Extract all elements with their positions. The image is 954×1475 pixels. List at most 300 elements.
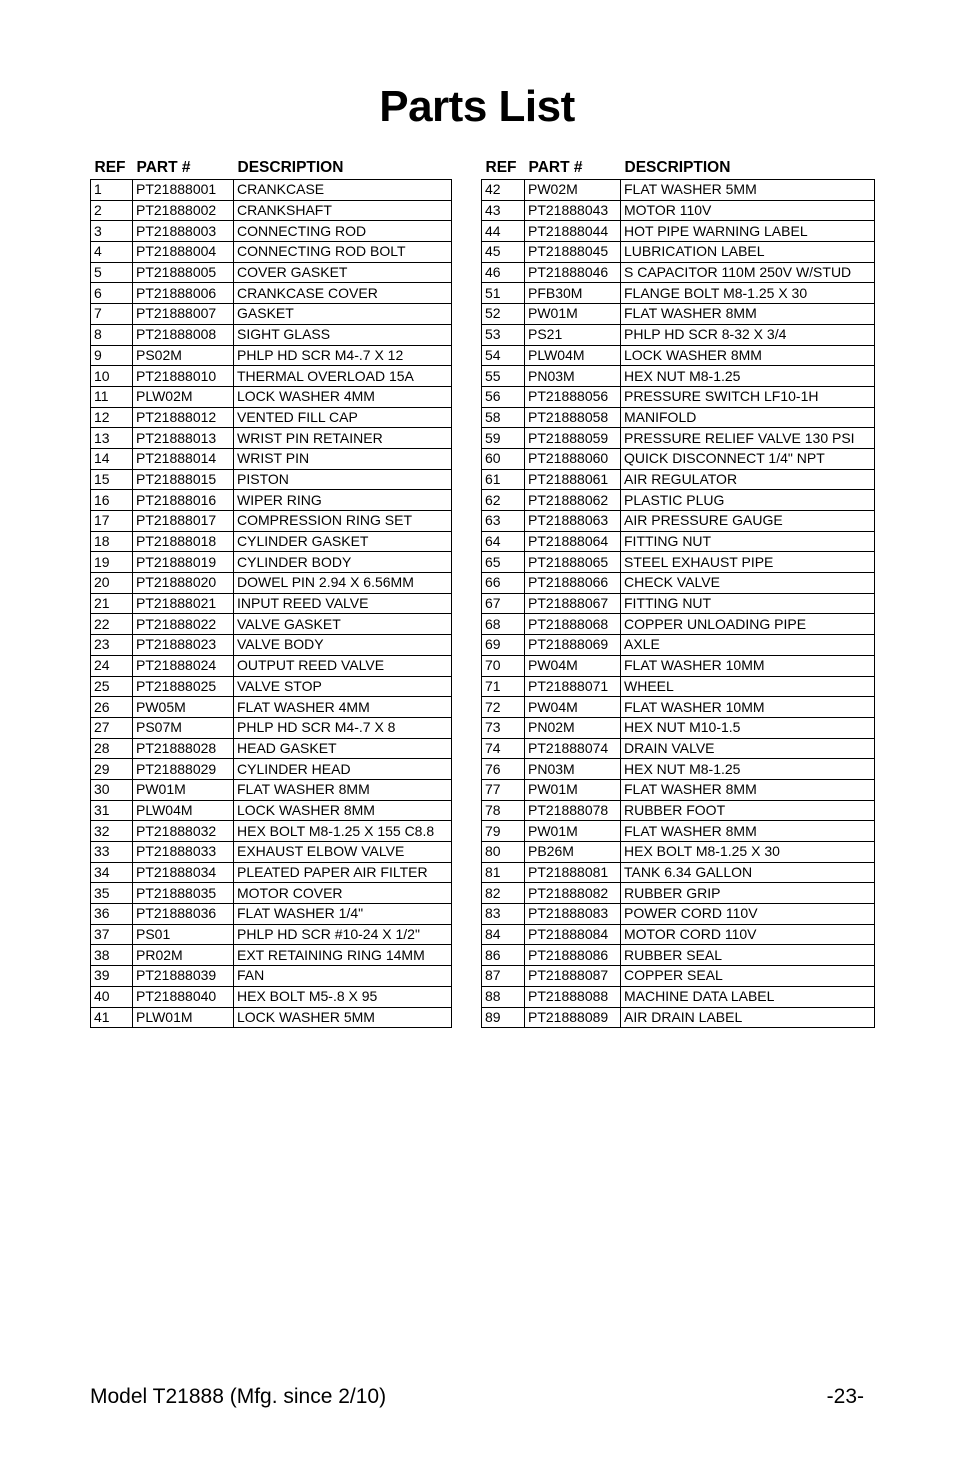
ref-cell: 31 bbox=[91, 800, 133, 821]
description-cell: COPPER UNLOADING PIPE bbox=[621, 614, 875, 635]
part-number-cell: PW05M bbox=[133, 697, 234, 718]
ref-cell: 64 bbox=[482, 531, 525, 552]
description-cell: RUBBER FOOT bbox=[621, 800, 875, 821]
table-row bbox=[91, 593, 452, 614]
description-cell: INPUT REED VALVE bbox=[234, 593, 452, 614]
description-cell: CYLINDER GASKET bbox=[234, 531, 452, 552]
part-number-cell: PT21888060 bbox=[525, 448, 621, 469]
page-number: -23- bbox=[826, 1385, 864, 1408]
part-number-cell: PT21888086 bbox=[525, 945, 621, 966]
table-row bbox=[482, 242, 875, 263]
description-cell: PHLP HD SCR #10-24 X 1/2" bbox=[234, 924, 452, 945]
table-header-row bbox=[482, 156, 875, 180]
table-row bbox=[482, 448, 875, 469]
ref-cell: 33 bbox=[91, 842, 133, 863]
table-row bbox=[91, 407, 452, 428]
table-row bbox=[482, 304, 875, 325]
part-number-cell: PT21888020 bbox=[133, 573, 234, 594]
part-number-cell: PT21888023 bbox=[133, 635, 234, 656]
part-number-cell: PT21888058 bbox=[525, 407, 621, 428]
table-row bbox=[91, 200, 452, 221]
part-number-cell: PT21888017 bbox=[133, 511, 234, 532]
part-number-cell: PT21888013 bbox=[133, 428, 234, 449]
table-row bbox=[482, 966, 875, 987]
table-row bbox=[482, 738, 875, 759]
part-number-cell: PT21888034 bbox=[133, 862, 234, 883]
description-cell: FLAT WASHER 4MM bbox=[234, 697, 452, 718]
ref-cell: 34 bbox=[91, 862, 133, 883]
part-number-cell: PN02M bbox=[525, 717, 621, 738]
description-cell: COPPER SEAL bbox=[621, 966, 875, 987]
description-cell: COMPRESSION RING SET bbox=[234, 511, 452, 532]
table-row bbox=[91, 862, 452, 883]
table-row bbox=[91, 366, 452, 387]
part-number-cell: PT21888035 bbox=[133, 883, 234, 904]
part-number-cell: PT21888016 bbox=[133, 490, 234, 511]
ref-cell: 88 bbox=[482, 986, 525, 1007]
description-cell: WRIST PIN RETAINER bbox=[234, 428, 452, 449]
description-cell: AIR PRESSURE GAUGE bbox=[621, 511, 875, 532]
ref-cell: 66 bbox=[482, 573, 525, 594]
description-cell: CRANKCASE COVER bbox=[234, 283, 452, 304]
table-row bbox=[91, 428, 452, 449]
ref-cell: 76 bbox=[482, 759, 525, 780]
part-number-cell: PT21888006 bbox=[133, 283, 234, 304]
table-row bbox=[482, 655, 875, 676]
ref-cell: 36 bbox=[91, 904, 133, 925]
part-number-cell: PT21888005 bbox=[133, 262, 234, 283]
table-row bbox=[91, 676, 452, 697]
part-column-header: PART # bbox=[136, 158, 191, 176]
part-number-cell: PT21888025 bbox=[133, 676, 234, 697]
table-row bbox=[482, 180, 875, 201]
table-row bbox=[482, 862, 875, 883]
ref-cell: 46 bbox=[482, 262, 525, 283]
parts-table-right bbox=[481, 156, 875, 1028]
ref-cell: 59 bbox=[482, 428, 525, 449]
table-row bbox=[91, 904, 452, 925]
ref-cell: 9 bbox=[91, 345, 133, 366]
part-number-cell: PT21888015 bbox=[133, 469, 234, 490]
description-cell: AXLE bbox=[621, 635, 875, 656]
description-cell: FLAT WASHER 10MM bbox=[621, 655, 875, 676]
description-cell: POWER CORD 110V bbox=[621, 904, 875, 925]
ref-cell: 56 bbox=[482, 386, 525, 407]
part-number-cell: PT21888032 bbox=[133, 821, 234, 842]
table-row bbox=[91, 842, 452, 863]
part-number-cell: PT21888082 bbox=[525, 883, 621, 904]
description-column-header: DESCRIPTION bbox=[237, 158, 344, 176]
ref-cell: 35 bbox=[91, 883, 133, 904]
description-cell: FAN bbox=[234, 966, 452, 987]
ref-cell: 10 bbox=[91, 366, 133, 387]
ref-cell: 51 bbox=[482, 283, 525, 304]
description-cell: MOTOR COVER bbox=[234, 883, 452, 904]
ref-cell: 55 bbox=[482, 366, 525, 387]
ref-column-header: REF bbox=[94, 158, 126, 176]
table-row bbox=[91, 490, 452, 511]
table-row bbox=[482, 407, 875, 428]
ref-cell: 72 bbox=[482, 697, 525, 718]
ref-cell: 21 bbox=[91, 593, 133, 614]
description-cell: PISTON bbox=[234, 469, 452, 490]
part-number-cell: PT21888046 bbox=[525, 262, 621, 283]
description-cell: FLANGE BOLT M8-1.25 X 30 bbox=[621, 283, 875, 304]
part-number-cell: PT21888010 bbox=[133, 366, 234, 387]
part-number-cell: PT21888063 bbox=[525, 511, 621, 532]
description-cell: VENTED FILL CAP bbox=[234, 407, 452, 428]
part-number-cell: PT21888062 bbox=[525, 490, 621, 511]
table-row bbox=[482, 221, 875, 242]
table-row bbox=[91, 883, 452, 904]
description-cell: FITTING NUT bbox=[621, 593, 875, 614]
description-cell: LOCK WASHER 8MM bbox=[621, 345, 875, 366]
part-number-cell: PT21888045 bbox=[525, 242, 621, 263]
ref-cell: 15 bbox=[91, 469, 133, 490]
part-number-cell: PT21888029 bbox=[133, 759, 234, 780]
ref-cell: 40 bbox=[91, 986, 133, 1007]
part-number-cell: PT21888078 bbox=[525, 800, 621, 821]
part-number-cell: PS02M bbox=[133, 345, 234, 366]
description-cell: PRESSURE SWITCH LF10-1H bbox=[621, 386, 875, 407]
description-cell: HEX BOLT M8-1.25 X 155 C8.8 bbox=[234, 821, 452, 842]
description-cell: CHECK VALVE bbox=[621, 573, 875, 594]
table-row bbox=[91, 242, 452, 263]
description-cell: CRANKSHAFT bbox=[234, 200, 452, 221]
ref-cell: 71 bbox=[482, 676, 525, 697]
ref-cell: 19 bbox=[91, 552, 133, 573]
ref-cell: 62 bbox=[482, 490, 525, 511]
table-row bbox=[91, 779, 452, 800]
table-row bbox=[482, 573, 875, 594]
description-cell: AIR REGULATOR bbox=[621, 469, 875, 490]
ref-cell: 32 bbox=[91, 821, 133, 842]
part-number-cell: PS21 bbox=[525, 324, 621, 345]
part-number-cell: PT21888087 bbox=[525, 966, 621, 987]
part-number-cell: PT21888081 bbox=[525, 862, 621, 883]
table-row bbox=[91, 821, 452, 842]
part-number-cell: PT21888068 bbox=[525, 614, 621, 635]
description-cell: VALVE STOP bbox=[234, 676, 452, 697]
ref-cell: 44 bbox=[482, 221, 525, 242]
table-row bbox=[91, 800, 452, 821]
table-row bbox=[91, 697, 452, 718]
ref-cell: 73 bbox=[482, 717, 525, 738]
ref-cell: 27 bbox=[91, 717, 133, 738]
table-row bbox=[91, 469, 452, 490]
ref-cell: 38 bbox=[91, 945, 133, 966]
description-cell: TANK 6.34 GALLON bbox=[621, 862, 875, 883]
ref-cell: 26 bbox=[91, 697, 133, 718]
part-number-cell: PT21888044 bbox=[525, 221, 621, 242]
ref-cell: 4 bbox=[91, 242, 133, 263]
part-number-cell: PT21888039 bbox=[133, 966, 234, 987]
table-row bbox=[482, 490, 875, 511]
description-cell: FLAT WASHER 10MM bbox=[621, 697, 875, 718]
footer-model-text: Model T21888 (Mfg. since 2/10) bbox=[90, 1385, 387, 1408]
ref-cell: 20 bbox=[91, 573, 133, 594]
part-number-cell: PS07M bbox=[133, 717, 234, 738]
description-cell: HEX BOLT M5-.8 X 95 bbox=[234, 986, 452, 1007]
ref-cell: 14 bbox=[91, 448, 133, 469]
table-row bbox=[91, 966, 452, 987]
table-row bbox=[91, 738, 452, 759]
ref-cell: 30 bbox=[91, 779, 133, 800]
description-cell: HEX NUT M8-1.25 bbox=[621, 366, 875, 387]
description-cell: PRESSURE RELIEF VALVE 130 PSI bbox=[621, 428, 875, 449]
part-number-cell: PT21888065 bbox=[525, 552, 621, 573]
description-cell: FLAT WASHER 8MM bbox=[234, 779, 452, 800]
ref-cell: 42 bbox=[482, 180, 525, 201]
table-row bbox=[482, 366, 875, 387]
part-column-header: PART # bbox=[528, 158, 583, 176]
part-number-cell: PT21888066 bbox=[525, 573, 621, 594]
ref-cell: 41 bbox=[91, 1007, 133, 1028]
description-cell: HEAD GASKET bbox=[234, 738, 452, 759]
table-row bbox=[482, 697, 875, 718]
table-row bbox=[482, 717, 875, 738]
table-row bbox=[482, 262, 875, 283]
description-cell: FLAT WASHER 8MM bbox=[621, 779, 875, 800]
ref-cell: 5 bbox=[91, 262, 133, 283]
table-row bbox=[482, 428, 875, 449]
table-row bbox=[482, 924, 875, 945]
table-row bbox=[482, 635, 875, 656]
part-number-cell: PT21888061 bbox=[525, 469, 621, 490]
description-cell: CRANKCASE bbox=[234, 180, 452, 201]
part-number-cell: PN03M bbox=[525, 759, 621, 780]
table-row bbox=[482, 593, 875, 614]
ref-cell: 16 bbox=[91, 490, 133, 511]
description-cell: PHLP HD SCR M4-.7 X 8 bbox=[234, 717, 452, 738]
part-number-cell: PFB30M bbox=[525, 283, 621, 304]
ref-cell: 37 bbox=[91, 924, 133, 945]
ref-cell: 65 bbox=[482, 552, 525, 573]
ref-cell: 79 bbox=[482, 821, 525, 842]
description-cell: VALVE GASKET bbox=[234, 614, 452, 635]
description-cell: WHEEL bbox=[621, 676, 875, 697]
table-row bbox=[482, 324, 875, 345]
description-cell: HEX NUT M8-1.25 bbox=[621, 759, 875, 780]
table-row bbox=[91, 717, 452, 738]
part-number-cell: PT21888012 bbox=[133, 407, 234, 428]
part-number-cell: PT21888084 bbox=[525, 924, 621, 945]
table-row bbox=[482, 614, 875, 635]
table-row bbox=[91, 386, 452, 407]
part-number-cell: PT21888089 bbox=[525, 1007, 621, 1028]
ref-cell: 2 bbox=[91, 200, 133, 221]
part-number-cell: PLW01M bbox=[133, 1007, 234, 1028]
table-row bbox=[91, 345, 452, 366]
description-cell: COVER GASKET bbox=[234, 262, 452, 283]
table-row bbox=[482, 945, 875, 966]
part-number-cell: PT21888033 bbox=[133, 842, 234, 863]
part-number-cell: PT21888028 bbox=[133, 738, 234, 759]
description-cell: FLAT WASHER 8MM bbox=[621, 304, 875, 325]
part-number-cell: PT21888004 bbox=[133, 242, 234, 263]
part-number-cell: PW04M bbox=[525, 655, 621, 676]
ref-cell: 89 bbox=[482, 1007, 525, 1028]
table-row bbox=[482, 883, 875, 904]
description-cell: LOCK WASHER 8MM bbox=[234, 800, 452, 821]
ref-cell: 60 bbox=[482, 448, 525, 469]
description-cell: CONNECTING ROD bbox=[234, 221, 452, 242]
ref-column-header: REF bbox=[485, 158, 517, 176]
parts-table-left bbox=[90, 156, 452, 1028]
ref-cell: 67 bbox=[482, 593, 525, 614]
ref-cell: 77 bbox=[482, 779, 525, 800]
ref-cell: 24 bbox=[91, 655, 133, 676]
description-cell: AIR DRAIN LABEL bbox=[621, 1007, 875, 1028]
description-cell: STEEL EXHAUST PIPE bbox=[621, 552, 875, 573]
part-number-cell: PW04M bbox=[525, 697, 621, 718]
part-number-cell: PLW04M bbox=[133, 800, 234, 821]
table-row bbox=[91, 614, 452, 635]
part-number-cell: PT21888067 bbox=[525, 593, 621, 614]
table-row bbox=[482, 469, 875, 490]
table-row bbox=[482, 904, 875, 925]
description-cell: EXHAUST ELBOW VALVE bbox=[234, 842, 452, 863]
part-number-cell: PW01M bbox=[525, 304, 621, 325]
description-cell: PLEATED PAPER AIR FILTER bbox=[234, 862, 452, 883]
description-cell: HEX NUT M10-1.5 bbox=[621, 717, 875, 738]
part-number-cell: PT21888056 bbox=[525, 386, 621, 407]
ref-cell: 23 bbox=[91, 635, 133, 656]
ref-cell: 54 bbox=[482, 345, 525, 366]
table-row bbox=[482, 800, 875, 821]
ref-cell: 12 bbox=[91, 407, 133, 428]
description-cell: HEX BOLT M8-1.25 X 30 bbox=[621, 842, 875, 863]
part-number-cell: PT21888003 bbox=[133, 221, 234, 242]
ref-cell: 81 bbox=[482, 862, 525, 883]
description-cell: QUICK DISCONNECT 1/4" NPT bbox=[621, 448, 875, 469]
part-number-cell: PT21888022 bbox=[133, 614, 234, 635]
description-cell: SIGHT GLASS bbox=[234, 324, 452, 345]
description-cell: LOCK WASHER 4MM bbox=[234, 386, 452, 407]
part-number-cell: PT21888059 bbox=[525, 428, 621, 449]
table-row bbox=[91, 573, 452, 594]
table-row bbox=[482, 552, 875, 573]
table-row bbox=[91, 531, 452, 552]
table-row bbox=[91, 283, 452, 304]
table-row bbox=[482, 531, 875, 552]
table-row bbox=[482, 345, 875, 366]
description-cell: DOWEL PIN 2.94 X 6.56MM bbox=[234, 573, 452, 594]
description-cell: MOTOR 110V bbox=[621, 200, 875, 221]
description-cell: CYLINDER BODY bbox=[234, 552, 452, 573]
part-number-cell: PT21888069 bbox=[525, 635, 621, 656]
table-row bbox=[91, 511, 452, 532]
table-row bbox=[91, 448, 452, 469]
part-number-cell: PT21888088 bbox=[525, 986, 621, 1007]
table-row bbox=[482, 283, 875, 304]
ref-cell: 25 bbox=[91, 676, 133, 697]
description-cell: S CAPACITOR 110M 250V W/STUD bbox=[621, 262, 875, 283]
ref-cell: 22 bbox=[91, 614, 133, 635]
ref-cell: 17 bbox=[91, 511, 133, 532]
description-cell: PHLP HD SCR 8-32 X 3/4 bbox=[621, 324, 875, 345]
ref-cell: 45 bbox=[482, 242, 525, 263]
ref-cell: 13 bbox=[91, 428, 133, 449]
part-number-cell: PLW04M bbox=[525, 345, 621, 366]
table-row bbox=[91, 552, 452, 573]
ref-cell: 11 bbox=[91, 386, 133, 407]
part-number-cell: PT21888018 bbox=[133, 531, 234, 552]
ref-cell: 82 bbox=[482, 883, 525, 904]
description-cell: FLAT WASHER 5MM bbox=[621, 180, 875, 201]
ref-cell: 61 bbox=[482, 469, 525, 490]
description-cell: EXT RETAINING RING 14MM bbox=[234, 945, 452, 966]
table-header-row bbox=[91, 156, 452, 180]
part-number-cell: PT21888019 bbox=[133, 552, 234, 573]
ref-cell: 3 bbox=[91, 221, 133, 242]
ref-cell: 6 bbox=[91, 283, 133, 304]
ref-cell: 70 bbox=[482, 655, 525, 676]
description-cell: CONNECTING ROD BOLT bbox=[234, 242, 452, 263]
part-number-cell: PT21888071 bbox=[525, 676, 621, 697]
description-cell: DRAIN VALVE bbox=[621, 738, 875, 759]
ref-cell: 39 bbox=[91, 966, 133, 987]
part-number-cell: PR02M bbox=[133, 945, 234, 966]
table-row bbox=[91, 924, 452, 945]
description-cell: GASKET bbox=[234, 304, 452, 325]
table-row bbox=[91, 324, 452, 345]
description-cell: CYLINDER HEAD bbox=[234, 759, 452, 780]
part-number-cell: PT21888007 bbox=[133, 304, 234, 325]
description-cell: FLAT WASHER 1/4" bbox=[234, 904, 452, 925]
part-number-cell: PT21888043 bbox=[525, 200, 621, 221]
description-cell: WRIST PIN bbox=[234, 448, 452, 469]
part-number-cell: PT21888008 bbox=[133, 324, 234, 345]
ref-cell: 1 bbox=[91, 180, 133, 201]
table-row bbox=[482, 821, 875, 842]
table-row bbox=[91, 635, 452, 656]
description-cell: VALVE BODY bbox=[234, 635, 452, 656]
description-cell: MACHINE DATA LABEL bbox=[621, 986, 875, 1007]
table-row bbox=[482, 759, 875, 780]
ref-cell: 18 bbox=[91, 531, 133, 552]
part-number-cell: PS01 bbox=[133, 924, 234, 945]
table-row bbox=[482, 511, 875, 532]
description-cell: FITTING NUT bbox=[621, 531, 875, 552]
description-cell: LOCK WASHER 5MM bbox=[234, 1007, 452, 1028]
part-number-cell: PW01M bbox=[525, 779, 621, 800]
part-number-cell: PT21888064 bbox=[525, 531, 621, 552]
part-number-cell: PT21888002 bbox=[133, 200, 234, 221]
description-cell: OUTPUT REED VALVE bbox=[234, 655, 452, 676]
description-cell: MANIFOLD bbox=[621, 407, 875, 428]
part-number-cell: PT21888024 bbox=[133, 655, 234, 676]
table-row bbox=[91, 759, 452, 780]
ref-cell: 87 bbox=[482, 966, 525, 987]
table-row bbox=[482, 200, 875, 221]
table-row bbox=[91, 655, 452, 676]
part-number-cell: PT21888001 bbox=[133, 180, 234, 201]
description-cell: MOTOR CORD 110V bbox=[621, 924, 875, 945]
description-cell: WIPER RING bbox=[234, 490, 452, 511]
description-cell: PLASTIC PLUG bbox=[621, 490, 875, 511]
table-row bbox=[482, 386, 875, 407]
description-column-header: DESCRIPTION bbox=[624, 158, 731, 176]
description-cell: RUBBER SEAL bbox=[621, 945, 875, 966]
table-row bbox=[482, 1007, 875, 1028]
table-row bbox=[91, 945, 452, 966]
part-number-cell: PW02M bbox=[525, 180, 621, 201]
table-row bbox=[91, 262, 452, 283]
ref-cell: 8 bbox=[91, 324, 133, 345]
table-row bbox=[91, 1007, 452, 1028]
description-cell: PHLP HD SCR M4-.7 X 12 bbox=[234, 345, 452, 366]
